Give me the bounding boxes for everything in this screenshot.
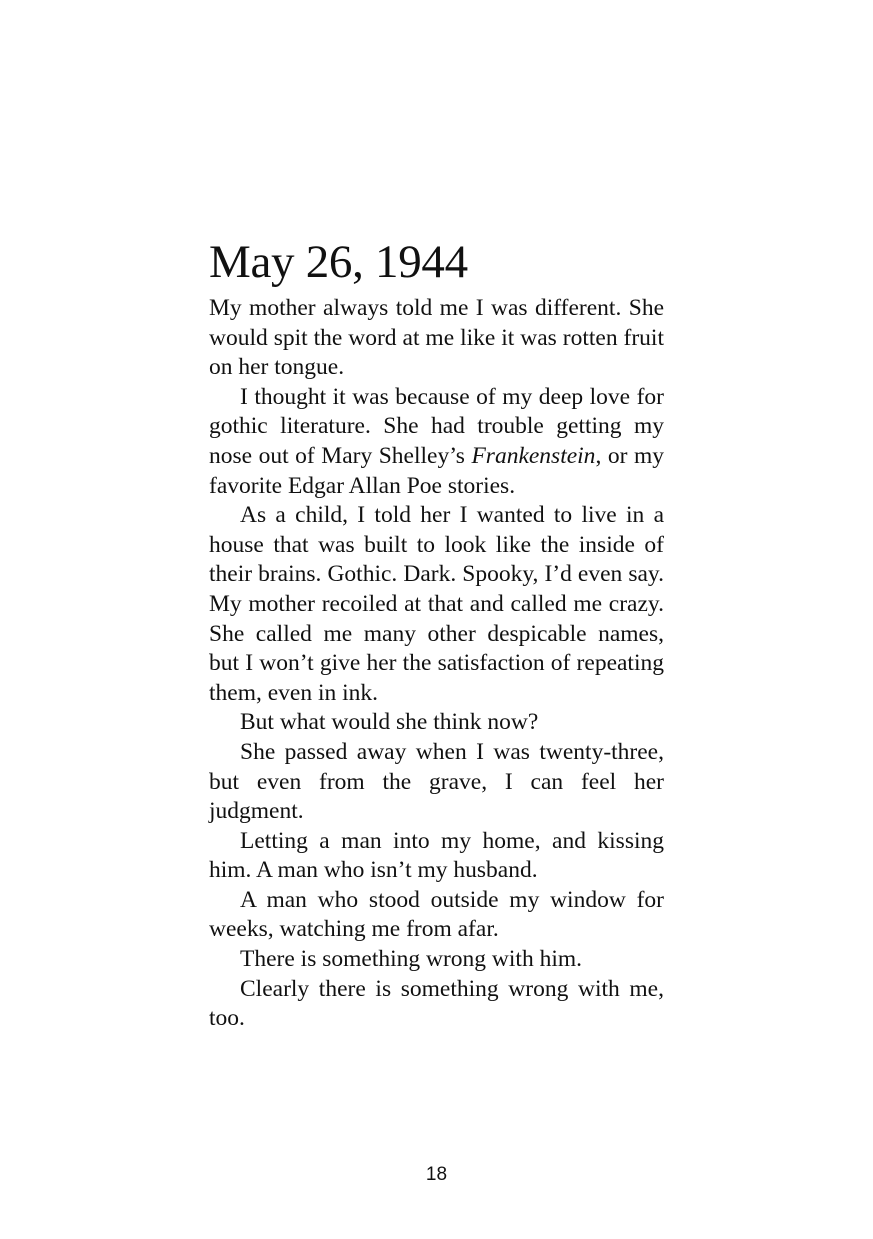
paragraph-4: But what would she think now? [240,709,539,736]
paragraph-5: She passed away when I was twenty-three, but even from the grave, I can feel her judgment. [209,738,664,825]
paragraph-2-text-after: , or my favorite Edgar Allan Poe stories. [209,442,664,499]
paragraph-1: My mother always told me I was different. She would spit the word at me like it was rotten fruit on her tongue. [209,295,664,381]
paragraph-3: As a child, I told her I wanted to live in a house that was built to look like the inside of their brains. Gothic. Dark. Spooky, I’d even say. My mother recoiled at that and called me crazy. She called me many other despicable names, but I won’t give her the satisfaction of repeating them, even in ink. [209,502,664,706]
paragraph-7: A man who stood outside my window for weeks, watching me from afar. [209,886,664,943]
entry-date-heading: May 26, 1944 [209,236,468,288]
paragraph-2 [209,383,664,501]
page-number: 18 [425,1164,448,1185]
book-title-italic: Frankenstein [471,442,596,469]
page-content [209,232,664,1034]
paragraph-6: Letting a man into my home, and kissing him. A man who isn’t my husband. [209,827,664,884]
paragraph-2-text-before: I thought it was because of my deep love for gothic literature. She had trouble getting my nose out of Mary Shelley’s [209,383,664,469]
paragraph-9: Clearly there is something wrong with me, too. [209,975,664,1032]
paragraph-8: There is something wrong with him. [240,946,583,973]
